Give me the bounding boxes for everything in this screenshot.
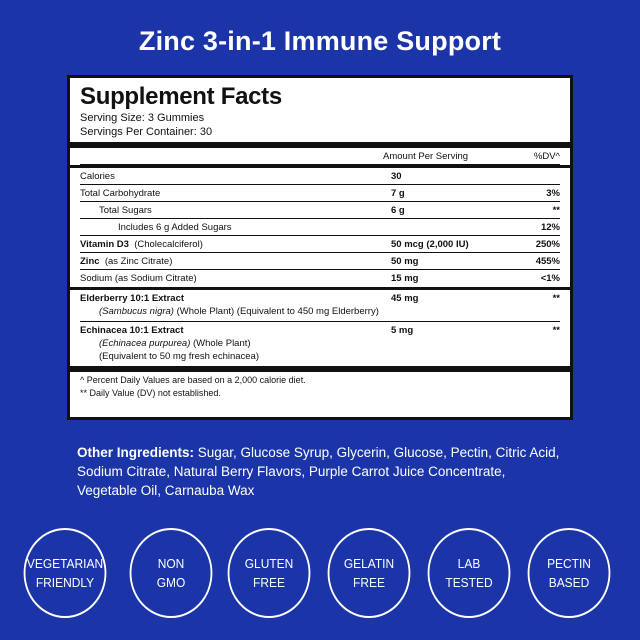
extract-amount: 45 mg [391, 293, 419, 304]
nutrient-name [80, 237, 203, 252]
nutrient-name [80, 254, 172, 269]
nutrient-amount: 15 mg [391, 273, 419, 284]
badge-non-gmo [130, 528, 213, 618]
facts-title: Supplement Facts [80, 83, 282, 110]
badge-line: VEGETARIAN [26, 556, 104, 571]
badge-row [0, 528, 640, 628]
table-row [80, 202, 560, 219]
col-amount-label: Amount Per Serving [383, 151, 469, 162]
badge-line: FREE [353, 575, 385, 590]
footnote-dv: ^ Percent Daily Values are based on a 2,000 calorie diet. [80, 375, 306, 385]
badge-line: BASED [548, 575, 590, 590]
extract-detail-text: (Whole Plant) (Equivalent to 450 mg Elderberry) [176, 306, 379, 317]
servings-per-container: Servings Per Container: 30 [80, 126, 213, 138]
table-row [80, 168, 560, 185]
other-ingredients [77, 443, 567, 500]
col-dv-label: %DV^ [533, 151, 560, 162]
badge-line: GLUTEN [244, 556, 294, 571]
nutrient-amount: 50 mg [391, 256, 419, 267]
nutrient-dv: <1% [540, 273, 560, 284]
table-row [80, 219, 560, 236]
supplement-facts-panel [67, 75, 573, 420]
nutrient-dv: 455% [535, 256, 560, 267]
badge-line: LAB [457, 556, 481, 571]
page-headline: Zinc 3-in-1 Immune Support [138, 26, 502, 56]
nutrient-name-detail: (as Zinc Citrate) [104, 256, 173, 267]
nutrient-dv: 12% [540, 222, 560, 233]
table-row [80, 236, 560, 253]
badge-line: FRIENDLY [35, 575, 95, 590]
nutrient-name: Total Carbohydrate [80, 188, 161, 199]
nutrient-amount: 30 [391, 171, 402, 182]
extract-name: Elderberry 10:1 Extract [80, 293, 185, 304]
badge-gelatin-free [328, 528, 411, 618]
extract-latin: (Echinacea purpurea) [99, 338, 191, 349]
nutrient-amount: 7 g [391, 188, 405, 199]
footnote-na: ** Daily Value (DV) not established. [80, 388, 221, 398]
badge-line: GMO [156, 575, 186, 590]
table-row [80, 185, 560, 202]
badge-line: FREE [253, 575, 285, 590]
badge-lab-tested [428, 528, 511, 618]
badge-gluten-free [228, 528, 311, 618]
table-row [80, 253, 560, 270]
table-row [80, 270, 560, 287]
nutrient-amount: 6 g [391, 205, 405, 216]
table-row-echinacea [80, 322, 560, 366]
table-row-elderberry [80, 290, 560, 322]
extract-dv: ** [552, 325, 560, 336]
nutrient-name: Total Sugars [99, 205, 152, 216]
nutrient-name-bold: Zinc [80, 256, 100, 267]
badge-line: NON [157, 556, 185, 571]
extract-detail [80, 337, 560, 350]
nutrient-name: Calories [80, 171, 115, 182]
serving-size: Serving Size: 3 Gummies [80, 112, 205, 124]
ingredients-text: Sugar, Glucose Syrup, Glycerin, Glucose, Pectin, Citric Acid, Sodium Citrate, Natural Berry Flavors, Purple Carrot Juice Concentrate, Vegetable Oil, Carnauba Wax [77, 445, 560, 498]
nutrient-dv: 250% [535, 239, 560, 250]
nutrient-name: Sodium (as Sodium Citrate) [80, 273, 197, 284]
nutrient-name-bold: Vitamin D3 [80, 239, 129, 250]
badge-line: GELATIN [343, 556, 395, 571]
facts-header-row [80, 148, 560, 165]
badge-pectin-based [528, 528, 611, 618]
badge-line: PECTIN [547, 556, 591, 571]
extract-detail-text: (Whole Plant) [193, 338, 251, 349]
extract-amount: 5 mg [391, 325, 414, 336]
nutrient-dv: ** [552, 205, 560, 216]
badge-vegetarian [24, 528, 107, 618]
extract-detail [80, 305, 560, 318]
nutrient-dv: 3% [546, 188, 560, 199]
ingredients-label: Other Ingredients: [77, 445, 195, 460]
nutrient-name-detail: (Cholecalciferol) [134, 239, 203, 250]
extract-detail-2: (Equivalent to 50 mg fresh echinacea) [99, 351, 260, 362]
extract-latin: (Sambucus nigra) [99, 306, 174, 317]
extract-name: Echinacea 10:1 Extract [80, 325, 184, 336]
badge-line: TESTED [445, 575, 493, 590]
nutrient-amount: 50 mcg (2,000 IU) [391, 239, 469, 250]
extract-dv: ** [552, 293, 560, 304]
nutrient-name: Includes 6 g Added Sugars [118, 222, 232, 233]
